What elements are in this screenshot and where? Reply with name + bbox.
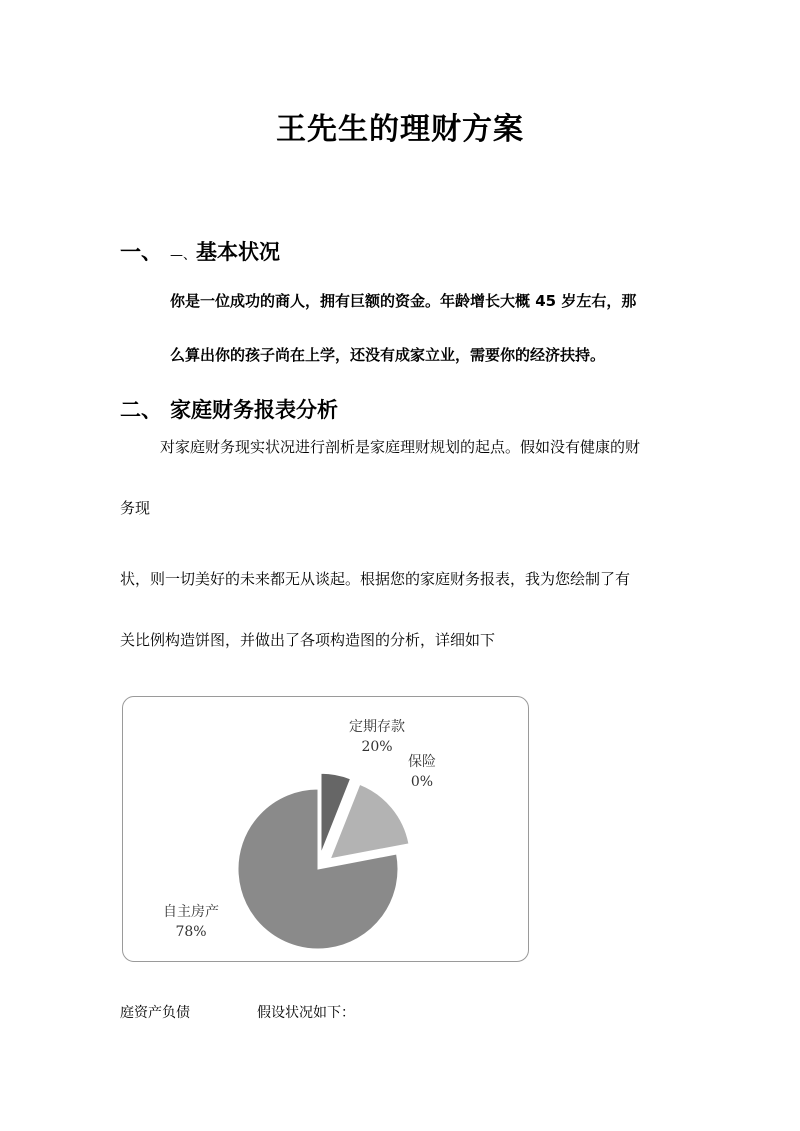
section-2-heading (120, 394, 338, 424)
pie-chart-svg (123, 697, 530, 963)
section-1-title: 基本状况 (196, 240, 281, 264)
section-1-line-2: 么算出你的孩子尚在上学，还没有成家立业，需要你的经济扶持。 (170, 346, 606, 364)
section-2-line-3: 状，则一切美好的未来都无从谈起。根据您的家庭财务报表，我为您绘制了有 (120, 570, 631, 588)
section-1-heading (120, 236, 280, 266)
pie-percent-label-1: 0% (410, 774, 434, 790)
pie-label-1: 保险 (408, 754, 436, 770)
section-2-line-1: 对家庭财务现实状况进行剖析是家庭理财规划的起点。假如没有健康的财 (160, 438, 641, 456)
section-2-line-2: 务现 (120, 499, 151, 517)
pie-percent-label-0: 20% (361, 739, 393, 755)
section-1-number: 一、 (120, 240, 162, 264)
pie-chart (122, 696, 529, 962)
footer-left-text: 庭资产负债 (120, 1005, 190, 1021)
pie-percent-label-2: 78% (175, 924, 207, 940)
section-2-number: 二、 (120, 398, 162, 422)
section-2-line-4: 关比例构造饼图，并做出了各项构造图的分析，详细如下 (120, 631, 496, 649)
pie-label-2: 自主房产 (163, 904, 219, 920)
section-1-line-1: 你是一位成功的商人，拥有巨额的资金。年龄增长大概 45 岁左右，那 (170, 292, 637, 310)
section-2-title: 家庭财务报表分析 (170, 398, 338, 422)
section-1-prefix: —、 (170, 248, 197, 263)
pie-label-0: 定期存款 (349, 719, 405, 735)
footer-right-text: 假设状况如下： (257, 1005, 355, 1021)
footer-line (120, 1002, 355, 1022)
page-title: 王先生的理财方案 (276, 112, 524, 147)
